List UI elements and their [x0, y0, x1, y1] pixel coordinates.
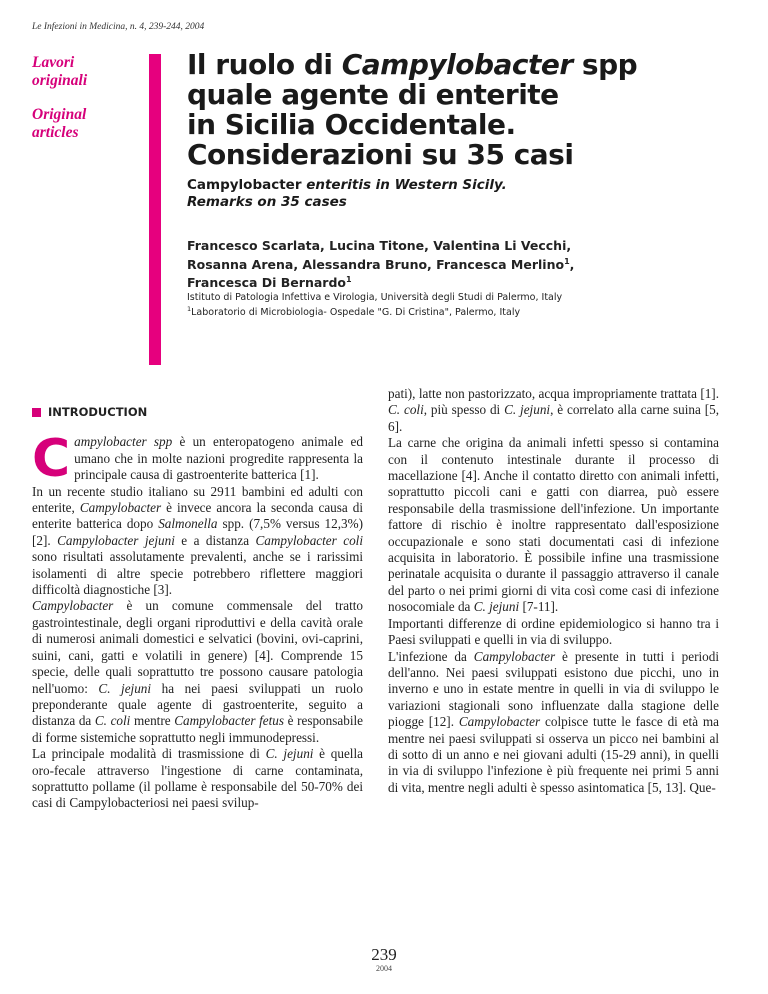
inline-text: è invece ancora la seconda causa di enterite batterica dopo: [32, 500, 363, 532]
affiliation-2-text: Laboratorio di Microbiologia- Ospedale "G. Di Cristina", Palermo, Italy: [191, 306, 521, 318]
affiliation-2: [187, 304, 747, 319]
subtitle-italic: enteritis in Western Sicily. Remarks on 35 cases: [187, 177, 507, 210]
inline-text: , è correlato alla carne suina [5, 6].: [388, 402, 719, 434]
section-heading-introduction: [32, 404, 363, 420]
paragraph: [32, 484, 363, 599]
paragraph: [388, 386, 719, 435]
inline-text: mentre: [130, 713, 175, 729]
inline-text: è un comune commensale del tratto gastrointestinale, degli organi riproduttivi e della cavità orale di numerosi animali domestici e selvatici (bovini, ovi-caprini, suini, cani, gatti e volatili in genere) [4]. Comprende 15 specie, delle quali soprattutto tre possono causare patologia nell'uomo:: [32, 598, 363, 696]
authors-line-2-comma: ,: [569, 256, 575, 272]
affiliation-marker: 1: [345, 275, 352, 285]
inline-italic: Salmonella: [158, 516, 218, 532]
title-italic-genus: Campylobacter: [341, 48, 573, 81]
magenta-title-bar: [149, 54, 161, 365]
title-part-2: spp quale agente di enterite in Sicilia Occidentale. Considerazioni su 35 casi: [187, 48, 638, 171]
paragraph: [32, 746, 363, 812]
left-column: [32, 404, 363, 812]
authors-line-3: [187, 272, 727, 291]
inline-text: La carne che origina da animali infetti spesso si contamina con il contenuto intestinale durante il processo di macellazione [4]. Anche il contatto diretto con animali infetti, soprattutto piccoli cani e gatti con diarrea, può essere responsabile della trasmissione dell'infezione. Un importante fattore di rischio è inoltre rappresentato dall'esposizione occupazionale e sono stati documentati casi di infezione acquisita in laboratorio. È possibile infine una trasmissione perinatale acquisita o durante il passaggio attraverso il canale del parto o nei primi giorni di vita così come casi di infezione nosocomiale da: [388, 435, 719, 615]
inline-text: [7-11].: [519, 599, 559, 615]
inline-text: In un recente studio italiano su 2911 bambini ed adulti con enterite,: [32, 483, 363, 516]
paragraph: [32, 429, 363, 490]
inline-text: La principale modalità di trasmissione di: [32, 746, 266, 762]
inline-text: L'infezione da: [388, 648, 474, 664]
paragraph: [388, 435, 719, 615]
inline-text: colpisce tutte le fasce di età ma mentre nei paesi sviluppati si osserva un picco nei bambini al di sotto di un anno e nei giovani adulti (15-29 anni), in quelli in via di sviluppo l'infezione è più frequente nei primi 5 anni di vita, mentre negli adulti è spesso asintomatica [5, 13]. Que-: [388, 714, 719, 795]
english-subtitle: [187, 177, 727, 211]
drop-cap: C: [32, 429, 71, 490]
affiliation-1: Istituto di Patologia Infettiva e Virologia, Università degli Studi di Palermo, Italy: [187, 292, 563, 303]
affiliation-marker: 1: [564, 256, 570, 266]
inline-italic: Campylobacter coli: [255, 532, 363, 548]
inline-italic: C. jejuni: [473, 599, 520, 615]
authors-line-1: Francesco Scarlata, Lucina Titone, Valentina Li Vecchi,: [187, 238, 572, 253]
inline-italic: C. coli: [94, 713, 131, 729]
paragraph: [32, 598, 363, 746]
square-bullet-icon: [32, 408, 41, 417]
inline-italic: C. jejuni: [504, 402, 551, 418]
inline-text: è un enteropatogeno animale ed umano che in molte nazioni progredite rappresenta la principale causa di gastroenterite batterica [1].: [74, 434, 363, 483]
journal-reference: Le Infezioni in Medicina, n. 4, 239-244, 2004: [32, 22, 205, 32]
paragraph: [388, 649, 719, 797]
page-number: 239: [371, 945, 397, 964]
article-title: [187, 50, 747, 170]
title-part-1: Il ruolo di: [187, 48, 342, 81]
inline-italic: C. jejuni: [265, 746, 314, 762]
page-year: 2004: [376, 964, 392, 973]
inline-text: è quella oro-fecale attraverso l'ingestione di carne contaminata, soprattutto pollame (il pollame è responsabile del 50-70% dei casi di Campylobacteriosi nei paesi svilup-: [32, 746, 363, 811]
inline-italic: Campylobacter: [32, 598, 114, 614]
inline-text: e a distanza: [174, 532, 256, 548]
inline-text: ha nei paesi sviluppati un ruolo preponderante quale agente di gastroenterite, seguito a distanza da: [32, 680, 363, 729]
affiliations: [187, 292, 747, 318]
author-list: [187, 238, 727, 291]
inline-italic: ampylobacter spp: [74, 434, 173, 450]
inline-text: spp. (7,5% versus 12,3%) [2].: [32, 516, 363, 548]
inline-text: è presente in tutti i periodi dell'anno. Nei paesi sviluppati esistono due picchi, uno in inverno e uno in estate mentre in quelli in via di sviluppo le variazioni stagionali sono influenzate dalla stagione delle piogge [12].: [388, 648, 719, 730]
authors-line-2: [187, 254, 727, 273]
inline-text: , più spesso di: [423, 402, 505, 418]
inline-italic: Campylobacter jejuni: [57, 532, 175, 548]
inline-italic: Campylobacter: [458, 714, 541, 730]
inline-text: è responsabile di forme sistemiche soprattutto negli immunodepressi.: [32, 713, 363, 745]
inline-text: pati), latte non pastorizzato, acqua impropriamente trattata [1].: [388, 386, 719, 401]
inline-italic: Campylobacter fetus: [174, 713, 285, 729]
introduction-heading-text: INTRODUCTION: [48, 405, 148, 419]
section-label-italian: Lavori originali: [32, 54, 88, 89]
inline-italic: C. jejuni: [98, 680, 152, 696]
subtitle-genus: Campylobacter: [187, 177, 302, 193]
inline-text: sono risultati assolutamente prevalenti, anche se i rarissimi isolamenti di altre specie potrebbero riflettere maggiori difficoltà diagnostiche [3].: [32, 549, 363, 598]
inline-italic: C. coli: [388, 402, 424, 418]
inline-italic: Campylobacter: [79, 500, 162, 516]
inline-italic: Campylobacter: [473, 648, 556, 664]
right-column: [388, 386, 719, 796]
authors-line-2-text: Rosanna Arena, Alessandra Bruno, Francesca Merlino: [187, 256, 565, 272]
authors-line-3-text: Francesca Di Bernardo: [187, 275, 346, 291]
affiliation-marker: 1: [187, 304, 192, 313]
paragraph: Importanti differenze di ordine epidemiologico si hanno tra i Paesi sviluppati e quelli in via di sviluppo.: [388, 615, 719, 648]
section-label-english: Original articles: [32, 106, 87, 141]
page-footer: [0, 946, 768, 973]
